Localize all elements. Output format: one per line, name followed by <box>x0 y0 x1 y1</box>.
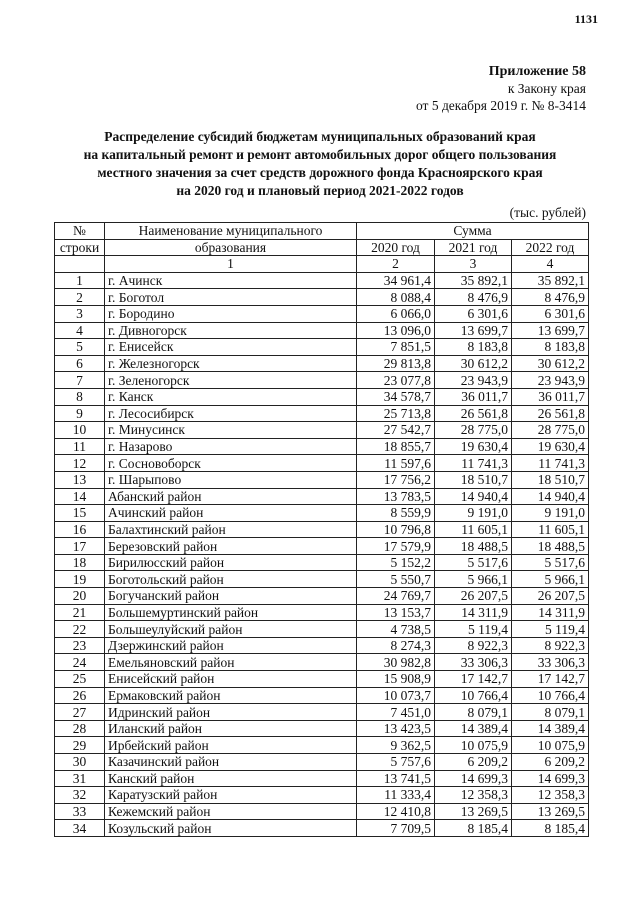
amount-2021: 10 766,4 <box>435 687 512 704</box>
column-number-row <box>55 256 589 273</box>
header-row <box>55 223 589 240</box>
table-row <box>55 637 589 654</box>
amount-2021: 26 561,8 <box>435 405 512 422</box>
amount-2020: 17 579,9 <box>357 538 435 555</box>
amount-2020: 13 153,7 <box>357 604 435 621</box>
amount-2020: 18 855,7 <box>357 438 435 455</box>
amount-2020: 27 542,7 <box>357 422 435 439</box>
table-row <box>55 770 589 787</box>
amount-2021: 13 269,5 <box>435 803 512 820</box>
amount-2022: 6 301,6 <box>512 305 589 322</box>
table-row <box>55 388 589 405</box>
amount-2021: 5 966,1 <box>435 571 512 588</box>
amount-2020: 6 066,0 <box>357 305 435 322</box>
row-number: 23 <box>55 637 105 654</box>
municipality-name: Ачинский район <box>105 505 357 522</box>
amount-2021: 11 605,1 <box>435 521 512 538</box>
amount-2021: 6 209,2 <box>435 754 512 771</box>
table-row <box>55 471 589 488</box>
municipality-name: Большеулуйский район <box>105 621 357 638</box>
table-row <box>55 521 589 538</box>
amount-2021: 28 775,0 <box>435 422 512 439</box>
appendix-date: от 5 декабря 2019 г. № 8-3414 <box>415 98 586 113</box>
amount-2022: 8 183,8 <box>512 339 589 356</box>
amount-2022: 14 699,3 <box>512 770 589 787</box>
row-number: 34 <box>55 820 105 837</box>
colnum: 4 <box>512 256 589 273</box>
row-number: 13 <box>55 471 105 488</box>
table-row <box>55 571 589 588</box>
amount-2020: 13 096,0 <box>357 322 435 339</box>
table-row <box>55 737 589 754</box>
title-line: местного значения за счет средств дорожного фонда Красноярского края <box>97 165 543 180</box>
amount-2021: 36 011,7 <box>435 388 512 405</box>
amount-2021: 5 517,6 <box>435 554 512 571</box>
amount-2022: 9 191,0 <box>512 505 589 522</box>
amount-2020: 8 088,4 <box>357 289 435 306</box>
amount-2021: 14 699,3 <box>435 770 512 787</box>
table-row <box>55 588 589 605</box>
amount-2020: 23 077,8 <box>357 372 435 389</box>
municipality-name: г. Минусинск <box>105 422 357 439</box>
amount-2021: 30 612,2 <box>435 355 512 372</box>
amount-2022: 30 612,2 <box>512 355 589 372</box>
municipality-name: Казачинский район <box>105 754 357 771</box>
amount-2020: 7 709,5 <box>357 820 435 837</box>
municipality-name: г. Канск <box>105 388 357 405</box>
amount-2022: 5 966,1 <box>512 571 589 588</box>
colnum <box>55 256 105 273</box>
municipality-name: г. Боготол <box>105 289 357 306</box>
header-num-line2: строки <box>55 239 105 256</box>
amount-2022: 5 119,4 <box>512 621 589 638</box>
municipality-name: Каратузский район <box>105 787 357 804</box>
amount-2021: 10 075,9 <box>435 737 512 754</box>
title-line: на капитальный ремонт и ремонт автомобильных дорог общего пользования <box>83 147 557 162</box>
amount-2020: 9 362,5 <box>357 737 435 754</box>
appendix-block <box>416 63 586 114</box>
title-line: Распределение субсидий бюджетам муниципальных образований края <box>104 129 536 144</box>
municipality-name: Ирбейский район <box>105 737 357 754</box>
amount-2022: 5 517,6 <box>512 554 589 571</box>
amount-2020: 10 073,7 <box>357 687 435 704</box>
amount-2020: 5 152,2 <box>357 554 435 571</box>
municipality-name: Богучанский район <box>105 588 357 605</box>
amount-2022: 13 699,7 <box>512 322 589 339</box>
colnum: 2 <box>357 256 435 273</box>
row-number: 19 <box>55 571 105 588</box>
row-number: 21 <box>55 604 105 621</box>
municipality-name: Канский район <box>105 770 357 787</box>
amount-2021: 33 306,3 <box>435 654 512 671</box>
table-row <box>55 704 589 721</box>
row-number: 22 <box>55 621 105 638</box>
header-2022: 2022 год <box>512 239 589 256</box>
amount-2022: 11 605,1 <box>512 521 589 538</box>
amount-2020: 34 961,4 <box>357 272 435 289</box>
municipality-name: г. Сосновоборск <box>105 455 357 472</box>
municipality-name: Березовский район <box>105 538 357 555</box>
amount-2021: 18 510,7 <box>435 471 512 488</box>
municipality-name: г. Железногорск <box>105 355 357 372</box>
table-row <box>55 654 589 671</box>
amount-2022: 19 630,4 <box>512 438 589 455</box>
row-number: 20 <box>55 588 105 605</box>
table-row <box>55 803 589 820</box>
amount-2020: 13 783,5 <box>357 488 435 505</box>
row-number: 26 <box>55 687 105 704</box>
table-row <box>55 687 589 704</box>
amount-2020: 7 451,0 <box>357 704 435 721</box>
municipality-name: г. Зеленогорск <box>105 372 357 389</box>
amount-2022: 23 943,9 <box>512 372 589 389</box>
amount-2021: 8 476,9 <box>435 289 512 306</box>
amount-2022: 36 011,7 <box>512 388 589 405</box>
row-number: 24 <box>55 654 105 671</box>
amount-2022: 8 079,1 <box>512 704 589 721</box>
table-row <box>55 554 589 571</box>
amount-2022: 17 142,7 <box>512 671 589 688</box>
amount-2022: 14 311,9 <box>512 604 589 621</box>
table-row <box>55 720 589 737</box>
amount-2021: 9 191,0 <box>435 505 512 522</box>
units-label: (тыс. рублей) <box>509 205 586 220</box>
amount-2022: 35 892,1 <box>512 272 589 289</box>
table-row <box>55 405 589 422</box>
amount-2020: 15 908,9 <box>357 671 435 688</box>
amount-2022: 10 075,9 <box>512 737 589 754</box>
amount-2020: 7 851,5 <box>357 339 435 356</box>
header-2021: 2021 год <box>435 239 512 256</box>
table-row <box>55 322 589 339</box>
row-number: 4 <box>55 322 105 339</box>
table-row <box>55 372 589 389</box>
row-number: 18 <box>55 554 105 571</box>
amount-2021: 8 185,4 <box>435 820 512 837</box>
row-number: 14 <box>55 488 105 505</box>
row-number: 25 <box>55 671 105 688</box>
municipality-name: Идринский район <box>105 704 357 721</box>
municipality-name: Абанский район <box>105 488 357 505</box>
amount-2022: 18 488,5 <box>512 538 589 555</box>
municipality-name: Балахтинский район <box>105 521 357 538</box>
municipality-name: Большемуртинский район <box>105 604 357 621</box>
table-row <box>55 305 589 322</box>
table-row <box>55 621 589 638</box>
header-2020: 2020 год <box>357 239 435 256</box>
row-number: 32 <box>55 787 105 804</box>
municipality-name: г. Енисейск <box>105 339 357 356</box>
subsidy-table <box>54 222 589 837</box>
amount-2020: 17 756,2 <box>357 471 435 488</box>
table-row <box>55 272 589 289</box>
row-number: 12 <box>55 455 105 472</box>
appendix-title: Приложение 58 <box>488 64 586 79</box>
municipality-name: г. Дивногорск <box>105 322 357 339</box>
row-number: 7 <box>55 372 105 389</box>
amount-2020: 5 550,7 <box>357 571 435 588</box>
municipality-name: Кежемский район <box>105 803 357 820</box>
table-row <box>55 538 589 555</box>
municipality-name: г. Ачинск <box>105 272 357 289</box>
header-num: № <box>55 223 105 240</box>
amount-2020: 29 813,8 <box>357 355 435 372</box>
municipality-name: Козульский район <box>105 820 357 837</box>
amount-2020: 24 769,7 <box>357 588 435 605</box>
amount-2021: 8 079,1 <box>435 704 512 721</box>
amount-2021: 8 922,3 <box>435 637 512 654</box>
row-number: 15 <box>55 505 105 522</box>
amount-2022: 10 766,4 <box>512 687 589 704</box>
row-number: 5 <box>55 339 105 356</box>
amount-2021: 35 892,1 <box>435 272 512 289</box>
amount-2021: 14 389,4 <box>435 720 512 737</box>
amount-2021: 18 488,5 <box>435 538 512 555</box>
table-row <box>55 505 589 522</box>
row-number: 1 <box>55 272 105 289</box>
amount-2022: 8 476,9 <box>512 289 589 306</box>
amount-2022: 8 922,3 <box>512 637 589 654</box>
amount-2020: 34 578,7 <box>357 388 435 405</box>
municipality-name: Бирилюсский район <box>105 554 357 571</box>
table-row <box>55 438 589 455</box>
amount-2022: 26 561,8 <box>512 405 589 422</box>
row-number: 11 <box>55 438 105 455</box>
row-number: 8 <box>55 388 105 405</box>
row-number: 33 <box>55 803 105 820</box>
municipality-name: г. Шарыпово <box>105 471 357 488</box>
amount-2021: 23 943,9 <box>435 372 512 389</box>
amount-2021: 5 119,4 <box>435 621 512 638</box>
amount-2022: 14 940,4 <box>512 488 589 505</box>
municipality-name: г. Назарово <box>105 438 357 455</box>
colnum: 3 <box>435 256 512 273</box>
amount-2021: 12 358,3 <box>435 787 512 804</box>
header-row <box>55 239 589 256</box>
row-number: 2 <box>55 289 105 306</box>
row-number: 28 <box>55 720 105 737</box>
row-number: 29 <box>55 737 105 754</box>
amount-2020: 13 741,5 <box>357 770 435 787</box>
row-number: 17 <box>55 538 105 555</box>
table-row <box>55 422 589 439</box>
amount-2022: 8 185,4 <box>512 820 589 837</box>
appendix-law: к Закону края <box>507 81 586 96</box>
municipality-name: Енисейский район <box>105 671 357 688</box>
amount-2020: 8 274,3 <box>357 637 435 654</box>
amount-2020: 11 597,6 <box>357 455 435 472</box>
amount-2022: 26 207,5 <box>512 588 589 605</box>
amount-2021: 19 630,4 <box>435 438 512 455</box>
row-number: 9 <box>55 405 105 422</box>
amount-2022: 33 306,3 <box>512 654 589 671</box>
table-row <box>55 488 589 505</box>
amount-2020: 4 738,5 <box>357 621 435 638</box>
table-row <box>55 604 589 621</box>
table-row <box>55 289 589 306</box>
amount-2022: 28 775,0 <box>512 422 589 439</box>
amount-2021: 26 207,5 <box>435 588 512 605</box>
amount-2021: 8 183,8 <box>435 339 512 356</box>
amount-2021: 6 301,6 <box>435 305 512 322</box>
colnum: 1 <box>105 256 357 273</box>
document-title <box>0 128 630 200</box>
amount-2021: 14 311,9 <box>435 604 512 621</box>
header-name: Наименование муниципального <box>105 223 357 240</box>
table-row <box>55 820 589 837</box>
amount-2021: 17 142,7 <box>435 671 512 688</box>
table-row <box>55 671 589 688</box>
amount-2020: 13 423,5 <box>357 720 435 737</box>
table-row <box>55 355 589 372</box>
amount-2022: 6 209,2 <box>512 754 589 771</box>
municipality-name: г. Бородино <box>105 305 357 322</box>
amount-2021: 11 741,3 <box>435 455 512 472</box>
amount-2020: 5 757,6 <box>357 754 435 771</box>
municipality-name: Ермаковский район <box>105 687 357 704</box>
table-row <box>55 455 589 472</box>
amount-2022: 11 741,3 <box>512 455 589 472</box>
row-number: 27 <box>55 704 105 721</box>
amount-2022: 14 389,4 <box>512 720 589 737</box>
row-number: 6 <box>55 355 105 372</box>
table-row <box>55 787 589 804</box>
table-row <box>55 339 589 356</box>
amount-2020: 25 713,8 <box>357 405 435 422</box>
row-number: 3 <box>55 305 105 322</box>
row-number: 30 <box>55 754 105 771</box>
row-number: 16 <box>55 521 105 538</box>
municipality-name: Дзержинский район <box>105 637 357 654</box>
amount-2021: 14 940,4 <box>435 488 512 505</box>
page-number: 1131 <box>574 12 598 26</box>
amount-2020: 12 410,8 <box>357 803 435 820</box>
row-number: 10 <box>55 422 105 439</box>
amount-2022: 13 269,5 <box>512 803 589 820</box>
row-number: 31 <box>55 770 105 787</box>
municipality-name: Емельяновский район <box>105 654 357 671</box>
title-line: на 2020 год и плановый период 2021-2022 годов <box>176 183 464 198</box>
municipality-name: Иланский район <box>105 720 357 737</box>
amount-2022: 12 358,3 <box>512 787 589 804</box>
header-name-line2: образования <box>105 239 357 256</box>
table-row <box>55 754 589 771</box>
amount-2020: 30 982,8 <box>357 654 435 671</box>
municipality-name: Боготольский район <box>105 571 357 588</box>
municipality-name: г. Лесосибирск <box>105 405 357 422</box>
amount-2020: 10 796,8 <box>357 521 435 538</box>
amount-2020: 8 559,9 <box>357 505 435 522</box>
header-sum: Сумма <box>357 223 589 240</box>
amount-2020: 11 333,4 <box>357 787 435 804</box>
amount-2021: 13 699,7 <box>435 322 512 339</box>
amount-2022: 18 510,7 <box>512 471 589 488</box>
